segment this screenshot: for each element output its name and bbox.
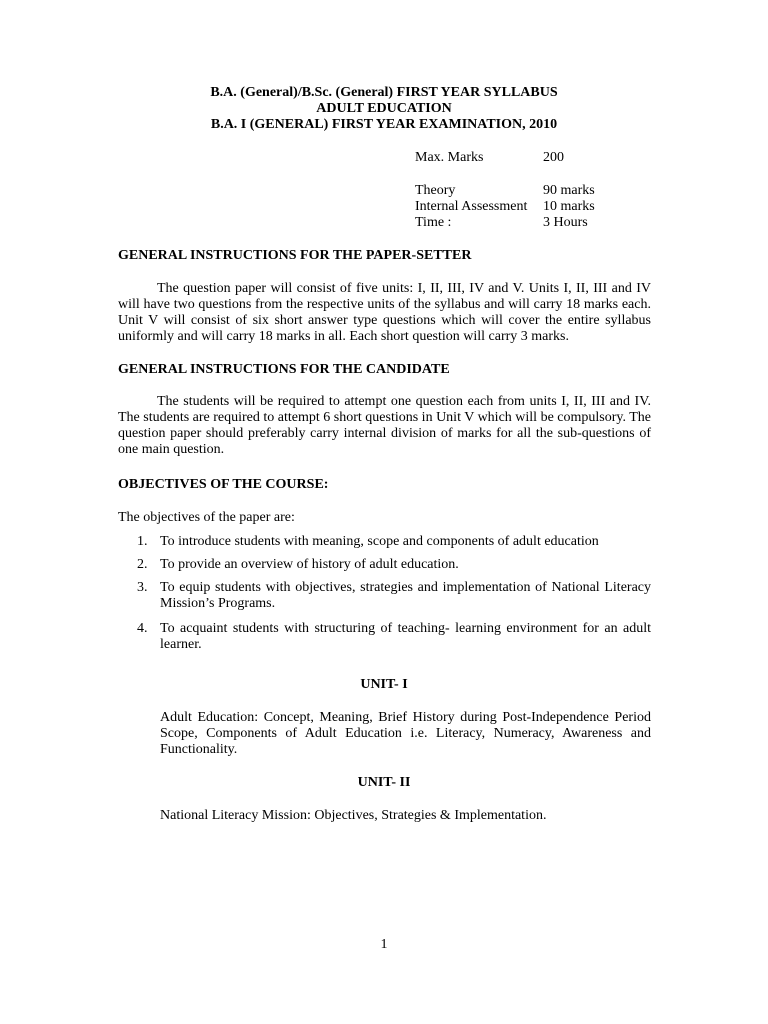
list-item-number: 2.	[137, 557, 148, 572]
theory-label: Theory	[415, 183, 456, 198]
list-item-text: To provide an overview of history of adult education.	[160, 557, 459, 572]
list-item-text: To equip students with objectives, strategies and implementation of National Literacy Mission’s Programs.	[160, 580, 651, 611]
max-marks-label: Max. Marks	[415, 150, 484, 165]
candidate-heading: GENERAL INSTRUCTIONS FOR THE CANDIDATE	[118, 362, 450, 377]
objectives-intro: The objectives of the paper are:	[118, 510, 295, 525]
page-number: 1	[380, 937, 388, 952]
list-item-number: 3.	[137, 580, 148, 595]
subject-title: ADULT EDUCATION	[316, 101, 452, 116]
list-item-text: To introduce students with meaning, scope and components of adult education	[160, 534, 599, 549]
unit-1-heading: UNIT- I	[360, 677, 408, 692]
paper-setter-paragraph	[118, 281, 651, 345]
internal-assessment-label: Internal Assessment	[415, 199, 528, 214]
theory-value: 90 marks	[543, 183, 595, 198]
candidate-paragraph	[118, 394, 651, 458]
paper-setter-text: The question paper will consist of five units: I, II, III, IV and V. Units I, II, III and IV will have two questions from the respective units of the syllabus and will carry 18 marks each. Unit V will consist of six short answer type questions which will cover the entire syllabus uniformly and will carry 18 marks in all. Each short question will carry 3 marks.	[118, 281, 651, 344]
time-value: 3 Hours	[543, 215, 588, 230]
exam-title: B.A. I (GENERAL) FIRST YEAR EXAMINATION, 2010	[210, 117, 558, 132]
syllabus-title: B.A. (General)/B.Sc. (General) FIRST YEAR SYLLABUS	[210, 85, 558, 100]
max-marks-value: 200	[543, 150, 564, 165]
candidate-text: The students will be required to attempt one question each from units I, II, III and IV. The students are required to attempt 6 short questions in Unit V which will be compulsory. The question paper should preferably carry internal division of marks for all the sub-questions of one main question.	[118, 394, 651, 457]
unit-1-text: Adult Education: Concept, Meaning, Brief History during Post-Independence Period Scope, Components of Adult Education i.e. Literacy, Numeracy, Awareness and Functionality.	[160, 710, 651, 757]
paper-setter-heading: GENERAL INSTRUCTIONS FOR THE PAPER-SETTER	[118, 248, 472, 263]
unit-2-text: National Literacy Mission: Objectives, Strategies & Implementation.	[160, 808, 547, 823]
unit-2-heading: UNIT- II	[357, 775, 411, 790]
list-item-number: 1.	[137, 534, 148, 549]
objectives-heading: OBJECTIVES OF THE COURSE:	[118, 477, 329, 492]
list-item-number: 4.	[137, 621, 148, 636]
internal-assessment-value: 10 marks	[543, 199, 595, 214]
time-label: Time :	[415, 215, 452, 230]
list-item-text: To acquaint students with structuring of teaching- learning environment for an adult learner.	[160, 621, 651, 652]
